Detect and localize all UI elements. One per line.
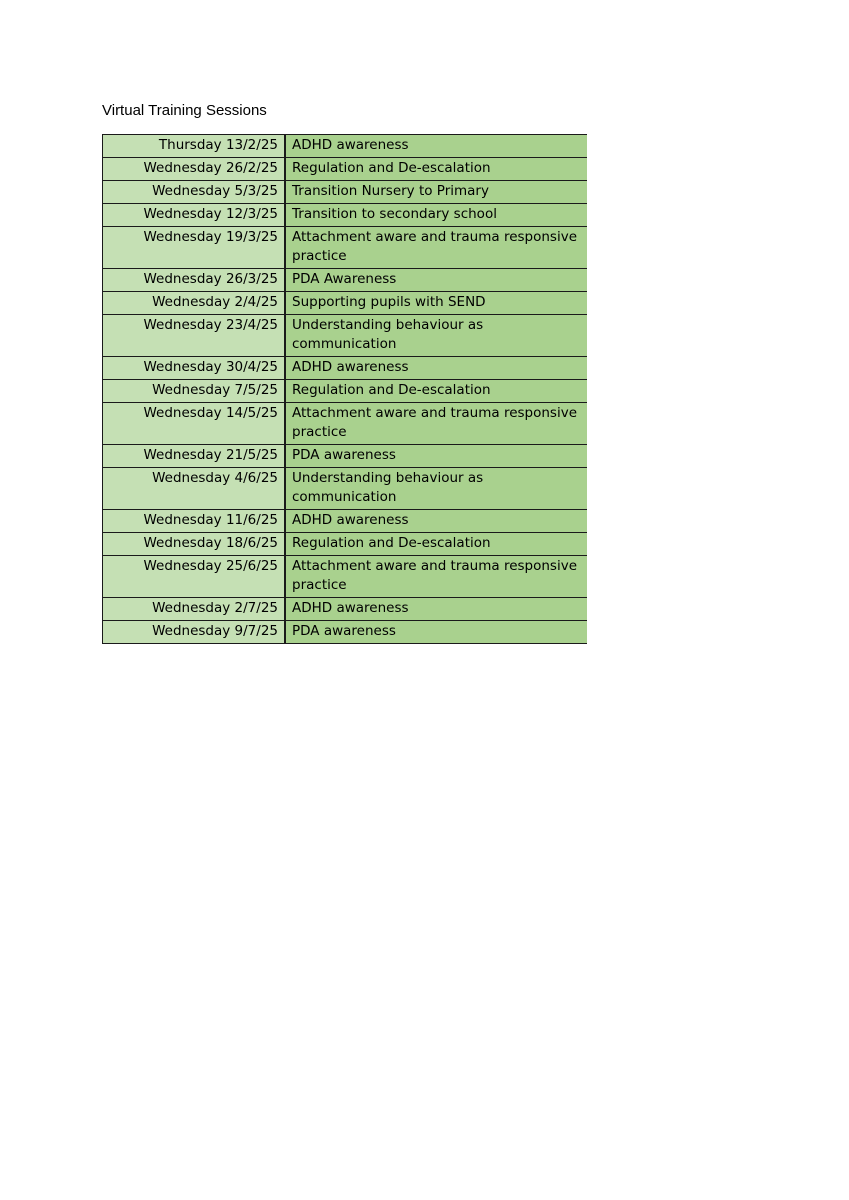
session-date-cell: Thursday 13/2/25: [103, 135, 286, 158]
session-row: [103, 357, 588, 380]
session-date-cell: Wednesday 18/6/25: [103, 533, 286, 556]
session-date-cell: Wednesday 21/5/25: [103, 445, 286, 468]
page-title: Virtual Training Sessions: [102, 102, 267, 119]
session-date-cell: Wednesday 23/4/25: [103, 315, 286, 357]
session-topic-cell: ADHD awareness: [285, 510, 587, 533]
session-date-cell: Wednesday 26/2/25: [103, 158, 286, 181]
session-date-cell: Wednesday 4/6/25: [103, 468, 286, 510]
session-topic-cell: Understanding behaviour as communication: [285, 315, 587, 357]
session-topic-cell: Regulation and De-escalation: [285, 158, 587, 181]
session-row: [103, 292, 588, 315]
session-topic-cell: Attachment aware and trauma responsive practice: [285, 403, 587, 445]
session-row: [103, 204, 588, 227]
session-row: [103, 227, 588, 269]
session-topic-cell: Regulation and De-escalation: [285, 380, 587, 403]
session-date-cell: Wednesday 19/3/25: [103, 227, 286, 269]
session-topic-cell: Understanding behaviour as communication: [285, 468, 587, 510]
session-row: [103, 181, 588, 204]
session-topic-cell: Supporting pupils with SEND: [285, 292, 587, 315]
session-date-cell: Wednesday 9/7/25: [103, 621, 286, 644]
session-date-cell: Wednesday 30/4/25: [103, 357, 286, 380]
session-topic-cell: PDA Awareness: [285, 269, 587, 292]
session-row: [103, 468, 588, 510]
session-date-cell: Wednesday 14/5/25: [103, 403, 286, 445]
session-date-cell: Wednesday 11/6/25: [103, 510, 286, 533]
session-date-cell: Wednesday 26/3/25: [103, 269, 286, 292]
session-date-cell: Wednesday 5/3/25: [103, 181, 286, 204]
session-row: [103, 380, 588, 403]
session-topic-cell: Transition Nursery to Primary: [285, 181, 587, 204]
session-topic-cell: PDA awareness: [285, 621, 587, 644]
session-date-cell: Wednesday 12/3/25: [103, 204, 286, 227]
session-row: [103, 510, 588, 533]
session-row: [103, 315, 588, 357]
session-date-cell: Wednesday 7/5/25: [103, 380, 286, 403]
session-date-cell: Wednesday 2/4/25: [103, 292, 286, 315]
session-topic-cell: Regulation and De-escalation: [285, 533, 587, 556]
session-row: [103, 158, 588, 181]
session-row: [103, 598, 588, 621]
session-topic-cell: Attachment aware and trauma responsive practice: [285, 227, 587, 269]
sessions-table: [102, 134, 587, 644]
session-row: [103, 445, 588, 468]
session-row: [103, 135, 588, 158]
session-row: [103, 533, 588, 556]
session-row: [103, 556, 588, 598]
session-topic-cell: ADHD awareness: [285, 357, 587, 380]
session-topic-cell: Transition to secondary school: [285, 204, 587, 227]
session-row: [103, 269, 588, 292]
session-date-cell: Wednesday 25/6/25: [103, 556, 286, 598]
sessions-table-body: [103, 135, 588, 644]
session-topic-cell: PDA awareness: [285, 445, 587, 468]
session-date-cell: Wednesday 2/7/25: [103, 598, 286, 621]
session-topic-cell: ADHD awareness: [285, 598, 587, 621]
session-topic-cell: Attachment aware and trauma responsive practice: [285, 556, 587, 598]
session-row: [103, 403, 588, 445]
session-row: [103, 621, 588, 644]
session-topic-cell: ADHD awareness: [285, 135, 587, 158]
